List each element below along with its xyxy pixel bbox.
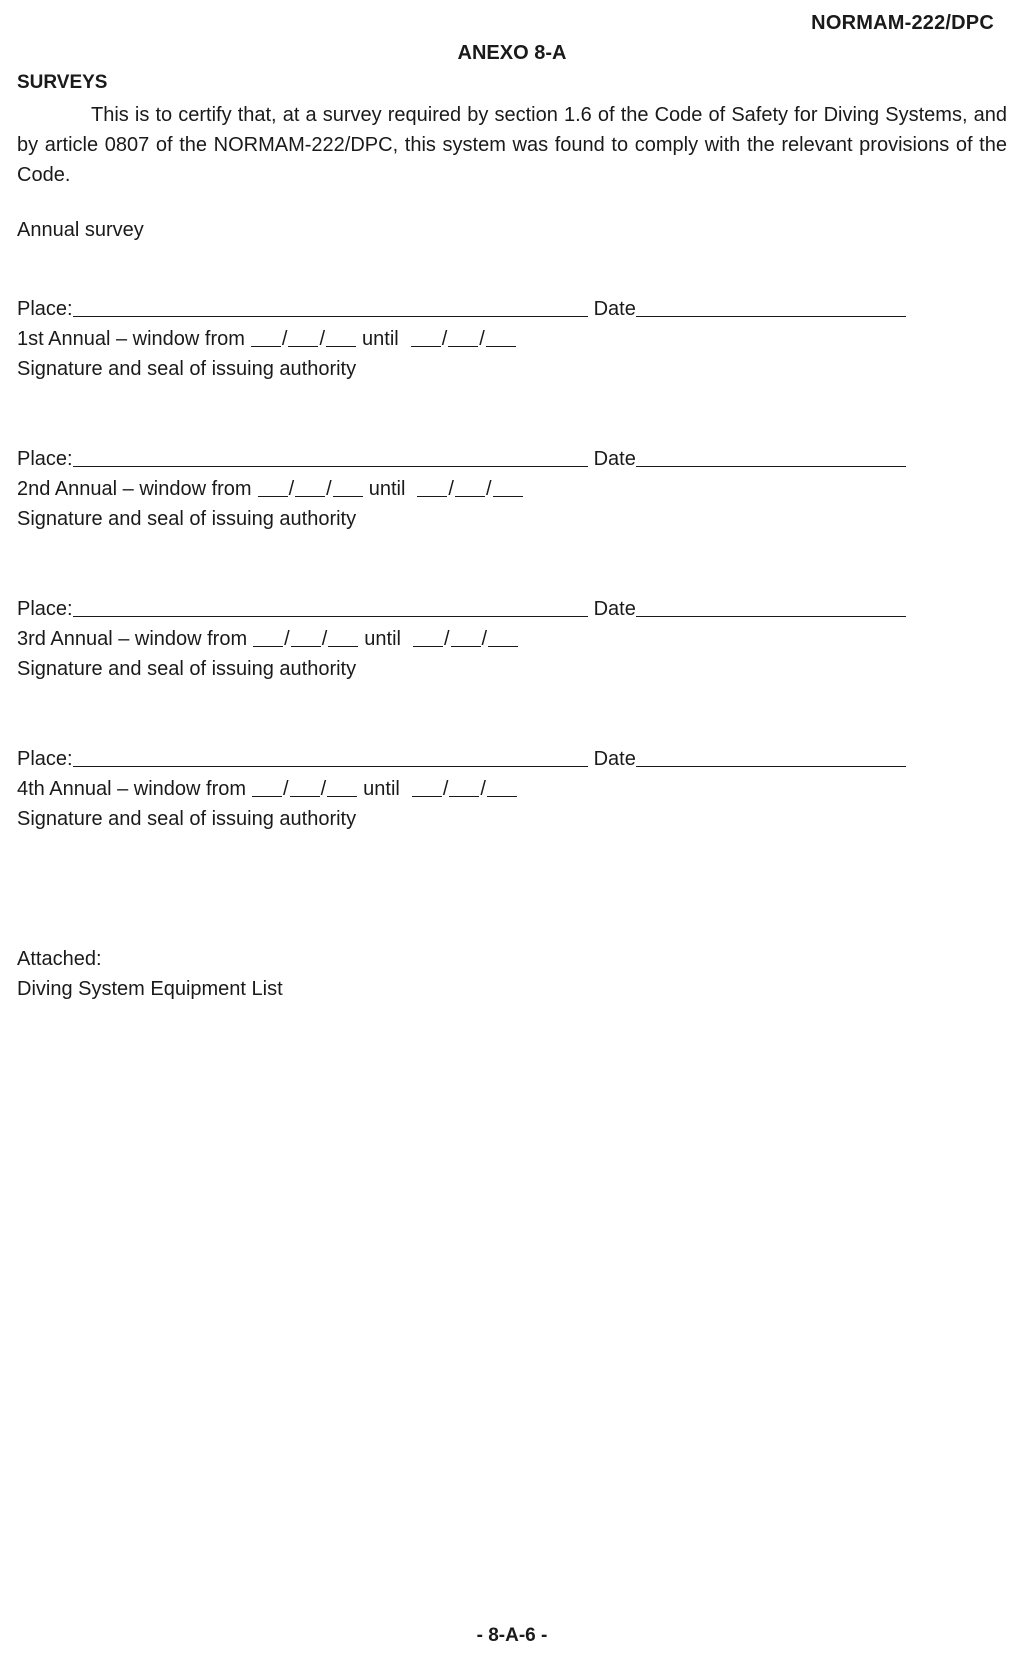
place-date-line [17, 744, 977, 774]
place-date-line [17, 444, 977, 474]
window-line: 2nd Annual – window from / / until / / [17, 474, 977, 504]
signature-label: Signature and seal of issuing authority [17, 358, 357, 380]
from-day-field[interactable] [258, 476, 288, 497]
place-field[interactable] [73, 296, 588, 317]
survey-window-label: 3rd Annual – window from [17, 628, 248, 650]
from-month-field[interactable] [290, 776, 320, 797]
from-month-field[interactable] [291, 626, 321, 647]
survey-window-label: 4th Annual – window from [17, 778, 247, 800]
until-year-field[interactable] [493, 476, 523, 497]
from-month-field[interactable] [288, 326, 318, 347]
from-year-field[interactable] [328, 626, 358, 647]
window-line: 1st Annual – window from / / until / / [17, 324, 977, 354]
until-day-field[interactable] [413, 626, 443, 647]
certification-statement: This is to certify that, at a survey required by section 1.6 of the Code of Safety for Diving Systems, and by article 0807 of the NORMAM-222/DPC, this system was found to comply with the relevant provisions of the Code. [17, 104, 1007, 186]
date-field[interactable] [636, 296, 906, 317]
attached-item: Diving System Equipment List [17, 978, 283, 1000]
signature-label: Signature and seal of issuing authority [17, 808, 357, 830]
survey-block-3 [17, 594, 977, 684]
date-field[interactable] [636, 596, 906, 617]
until-label: until [362, 328, 399, 350]
place-field[interactable] [73, 746, 588, 767]
date-label: Date [593, 748, 636, 770]
attached-label: Attached: [17, 948, 102, 970]
until-month-field[interactable] [451, 626, 481, 647]
until-label: until [368, 478, 406, 500]
until-day-field[interactable] [412, 776, 442, 797]
until-month-field[interactable] [455, 476, 485, 497]
window-line: 3rd Annual – window from / / until / / [17, 624, 977, 654]
place-date-line [17, 294, 977, 324]
signature-line [17, 654, 977, 684]
from-day-field[interactable] [252, 776, 282, 797]
signature-label: Signature and seal of issuing authority [17, 508, 357, 530]
place-label: Place: [17, 748, 73, 770]
from-day-field[interactable] [253, 626, 283, 647]
place-field[interactable] [73, 596, 588, 617]
date-label: Date [593, 298, 636, 320]
signature-line [17, 804, 977, 834]
window-line: 4th Annual – window from / / until / / [17, 774, 977, 804]
until-year-field[interactable] [486, 326, 516, 347]
place-field[interactable] [73, 446, 588, 467]
until-year-field[interactable] [487, 776, 517, 797]
document-code: NORMAM-222/DPC [811, 12, 994, 34]
from-year-field[interactable] [326, 326, 356, 347]
until-month-field[interactable] [449, 776, 479, 797]
signature-line [17, 504, 977, 534]
from-month-field[interactable] [295, 476, 325, 497]
signature-line [17, 354, 977, 384]
until-label: until [363, 778, 400, 800]
date-field[interactable] [636, 446, 906, 467]
place-date-line [17, 594, 977, 624]
until-year-field[interactable] [488, 626, 518, 647]
survey-block-1 [17, 294, 977, 384]
page-number: - 8-A-6 - [476, 1625, 548, 1646]
until-month-field[interactable] [448, 326, 478, 347]
from-year-field[interactable] [333, 476, 363, 497]
until-label: until [364, 628, 401, 650]
annex-title: ANEXO 8-A [457, 42, 567, 64]
place-label: Place: [17, 448, 73, 470]
date-label: Date [593, 598, 636, 620]
attachments [17, 944, 283, 1004]
place-label: Place: [17, 598, 73, 620]
survey-window-label: 1st Annual – window from [17, 328, 245, 350]
survey-block-4 [17, 744, 977, 834]
survey-block-2 [17, 444, 977, 534]
until-day-field[interactable] [411, 326, 441, 347]
date-label: Date [593, 448, 636, 470]
annual-survey-label: Annual survey [17, 219, 144, 241]
from-year-field[interactable] [327, 776, 357, 797]
section-title: SURVEYS [17, 72, 108, 93]
date-field[interactable] [636, 746, 906, 767]
from-day-field[interactable] [251, 326, 281, 347]
survey-window-label: 2nd Annual – window from [17, 478, 252, 500]
until-day-field[interactable] [417, 476, 447, 497]
signature-label: Signature and seal of issuing authority [17, 658, 357, 680]
place-label: Place: [17, 298, 73, 320]
